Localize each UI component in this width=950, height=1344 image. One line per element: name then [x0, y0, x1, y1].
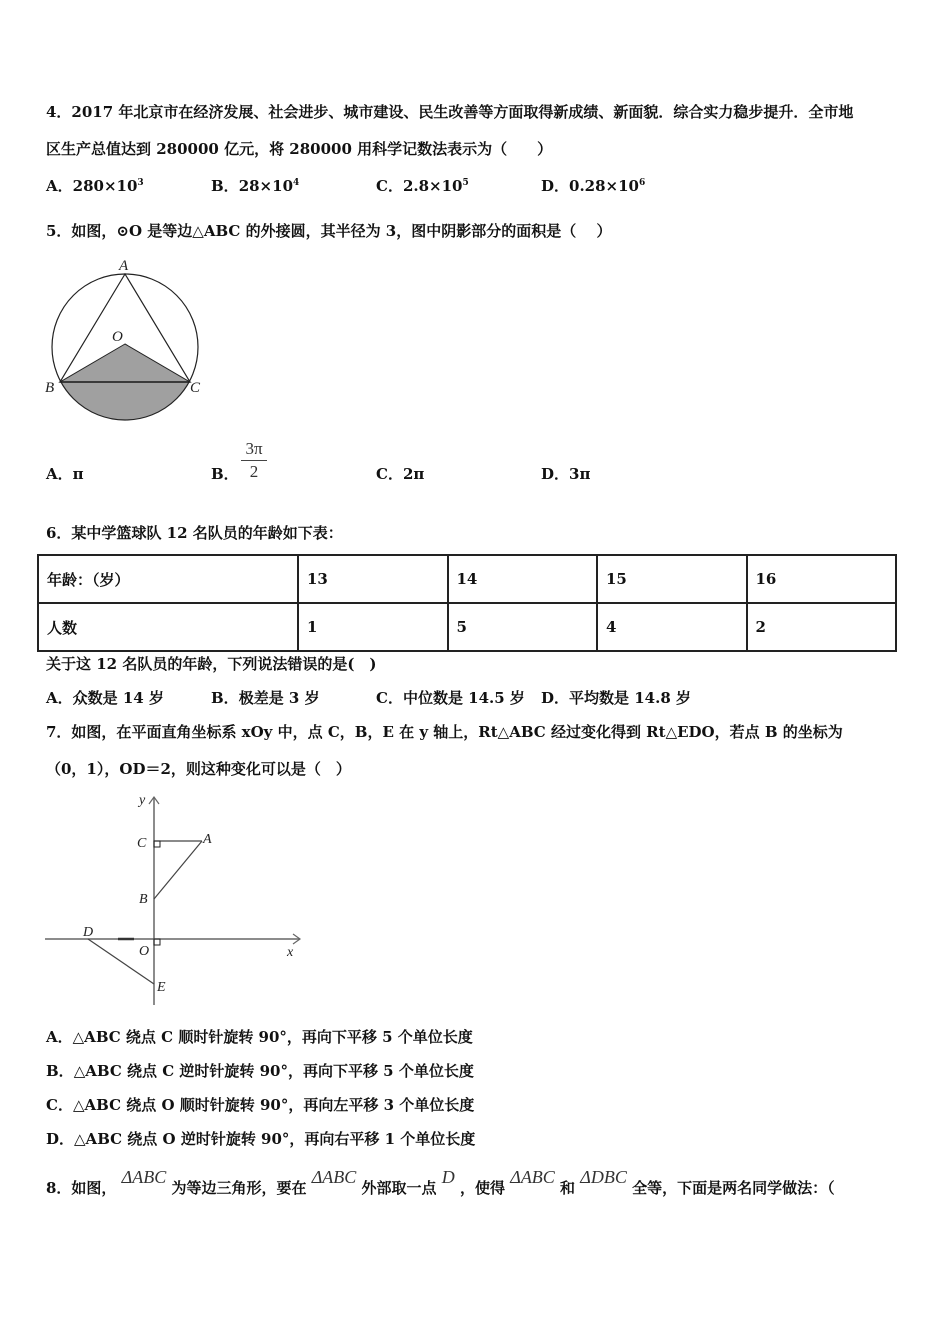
math-triangle-dbc: ΔDBC: [580, 1167, 627, 1187]
q6-option-a: A．众数是 14 岁: [46, 689, 164, 707]
math-triangle-abc: ΔABC: [510, 1167, 555, 1187]
q4-option-d: D．$0.28\times 10^6$: [541, 177, 646, 195]
math-triangle-abc: ΔABC: [121, 1167, 167, 1187]
count-cell: 4: [597, 603, 747, 651]
right-angle-c: [154, 841, 160, 847]
q6-option-c: C．中位数是 14.5 岁: [376, 689, 525, 707]
q7-option-b: B．△ABC 绕点 C 逆时针旋转 90°，再向下平移 5 个单位长度: [46, 1062, 474, 1080]
table-row-counts: [38, 603, 896, 651]
label-b: B: [139, 892, 148, 907]
label-a: A: [119, 258, 129, 274]
q5-option-c: C．2π: [376, 465, 425, 483]
row-header-age: 年龄：（岁）: [38, 555, 298, 603]
label-x: x: [287, 945, 294, 960]
age-cell: 14: [448, 555, 598, 603]
fraction-denominator: 2: [249, 462, 259, 481]
q7-stem-line2: （0，1），OD＝2，则这种变化可以是（ ）: [46, 760, 351, 778]
right-angle-o: [154, 939, 160, 945]
q5-option-b-fraction: [241, 439, 267, 482]
label-y: y: [139, 793, 146, 808]
age-cell: 16: [747, 555, 897, 603]
q5-option-b-label: B．: [211, 465, 239, 483]
label-d: D: [83, 925, 94, 940]
label-a: A: [203, 832, 212, 847]
q4-stem-line2: 区生产总值达到 280000 亿元，将 280000 用科学记数法表示为（ ）: [46, 140, 553, 158]
table-row-ages: [38, 555, 896, 603]
q6-question: 关于这 12 名队员的年龄，下列说法错误的是( ): [46, 655, 377, 673]
q6-stem: 6．某中学篮球队 12 名队员的年龄如下表：: [46, 524, 343, 542]
q5-option-d: D．3π: [541, 465, 591, 483]
count-cell: 2: [747, 603, 897, 651]
q7-stem-line1: 7．如图，在平面直角坐标系 xOy 中，点 C，B，E 在 y 轴上，Rt△ABC 经过变化得到 Rt△EDO，若点 B 的坐标为: [46, 723, 843, 741]
label-o: O: [112, 329, 123, 345]
q8-stem: 8．如图， ΔABC 为等边三角形，要在 ΔABC 外部取一点 D ，使得 ΔABC 和 ΔDBC 全等，下面是两名同学做法：（: [46, 1167, 835, 1197]
row-header-count: 人数: [38, 603, 298, 651]
q4-option-a: A．$280\times 10^3$: [46, 177, 144, 195]
math-point-d: D: [441, 1167, 455, 1187]
age-table: [37, 554, 897, 652]
math-triangle-abc: ΔABC: [311, 1167, 357, 1187]
q4-option-b: B．$28\times 10^4$: [211, 177, 300, 195]
label-e: E: [157, 980, 166, 995]
q5-circle-figure: [40, 255, 220, 430]
q7-coordinate-figure: [40, 785, 310, 1010]
q7-option-c: C．△ABC 绕点 O 顺时针旋转 90°，再向左平移 3 个单位长度: [46, 1096, 475, 1114]
count-cell: 1: [298, 603, 448, 651]
count-cell: 5: [448, 603, 598, 651]
q5-stem: 5．如图，⊙O 是等边△ABC 的外接圆，其半径为 3，图中阴影部分的面积是（ ）: [46, 222, 612, 240]
label-c: C: [137, 836, 147, 851]
label-c: C: [190, 380, 201, 396]
q7-option-a: A．△ABC 绕点 C 顺时针旋转 90°，再向下平移 5 个单位长度: [46, 1028, 473, 1046]
fraction-numerator: 3π: [241, 439, 267, 461]
q4-option-c: C．$2.8\times 10^5$: [376, 177, 469, 195]
q6-option-d: D．平均数是 14.8 岁: [541, 689, 691, 707]
q5-option-a: A．π: [46, 465, 84, 483]
age-cell: 13: [298, 555, 448, 603]
q7-option-d: D．△ABC 绕点 O 逆时针旋转 90°，再向右平移 1 个单位长度: [46, 1130, 476, 1148]
label-o: O: [139, 944, 150, 959]
age-cell: 15: [597, 555, 747, 603]
q6-option-b: B．极差是 3 岁: [211, 689, 320, 707]
q4-stem-line1: 4．2017 年北京市在经济发展、社会进步、城市建设、民生改善等方面取得新成绩、新面貌．综合实力稳步提升．全市地: [46, 103, 854, 121]
label-b: B: [45, 380, 55, 396]
